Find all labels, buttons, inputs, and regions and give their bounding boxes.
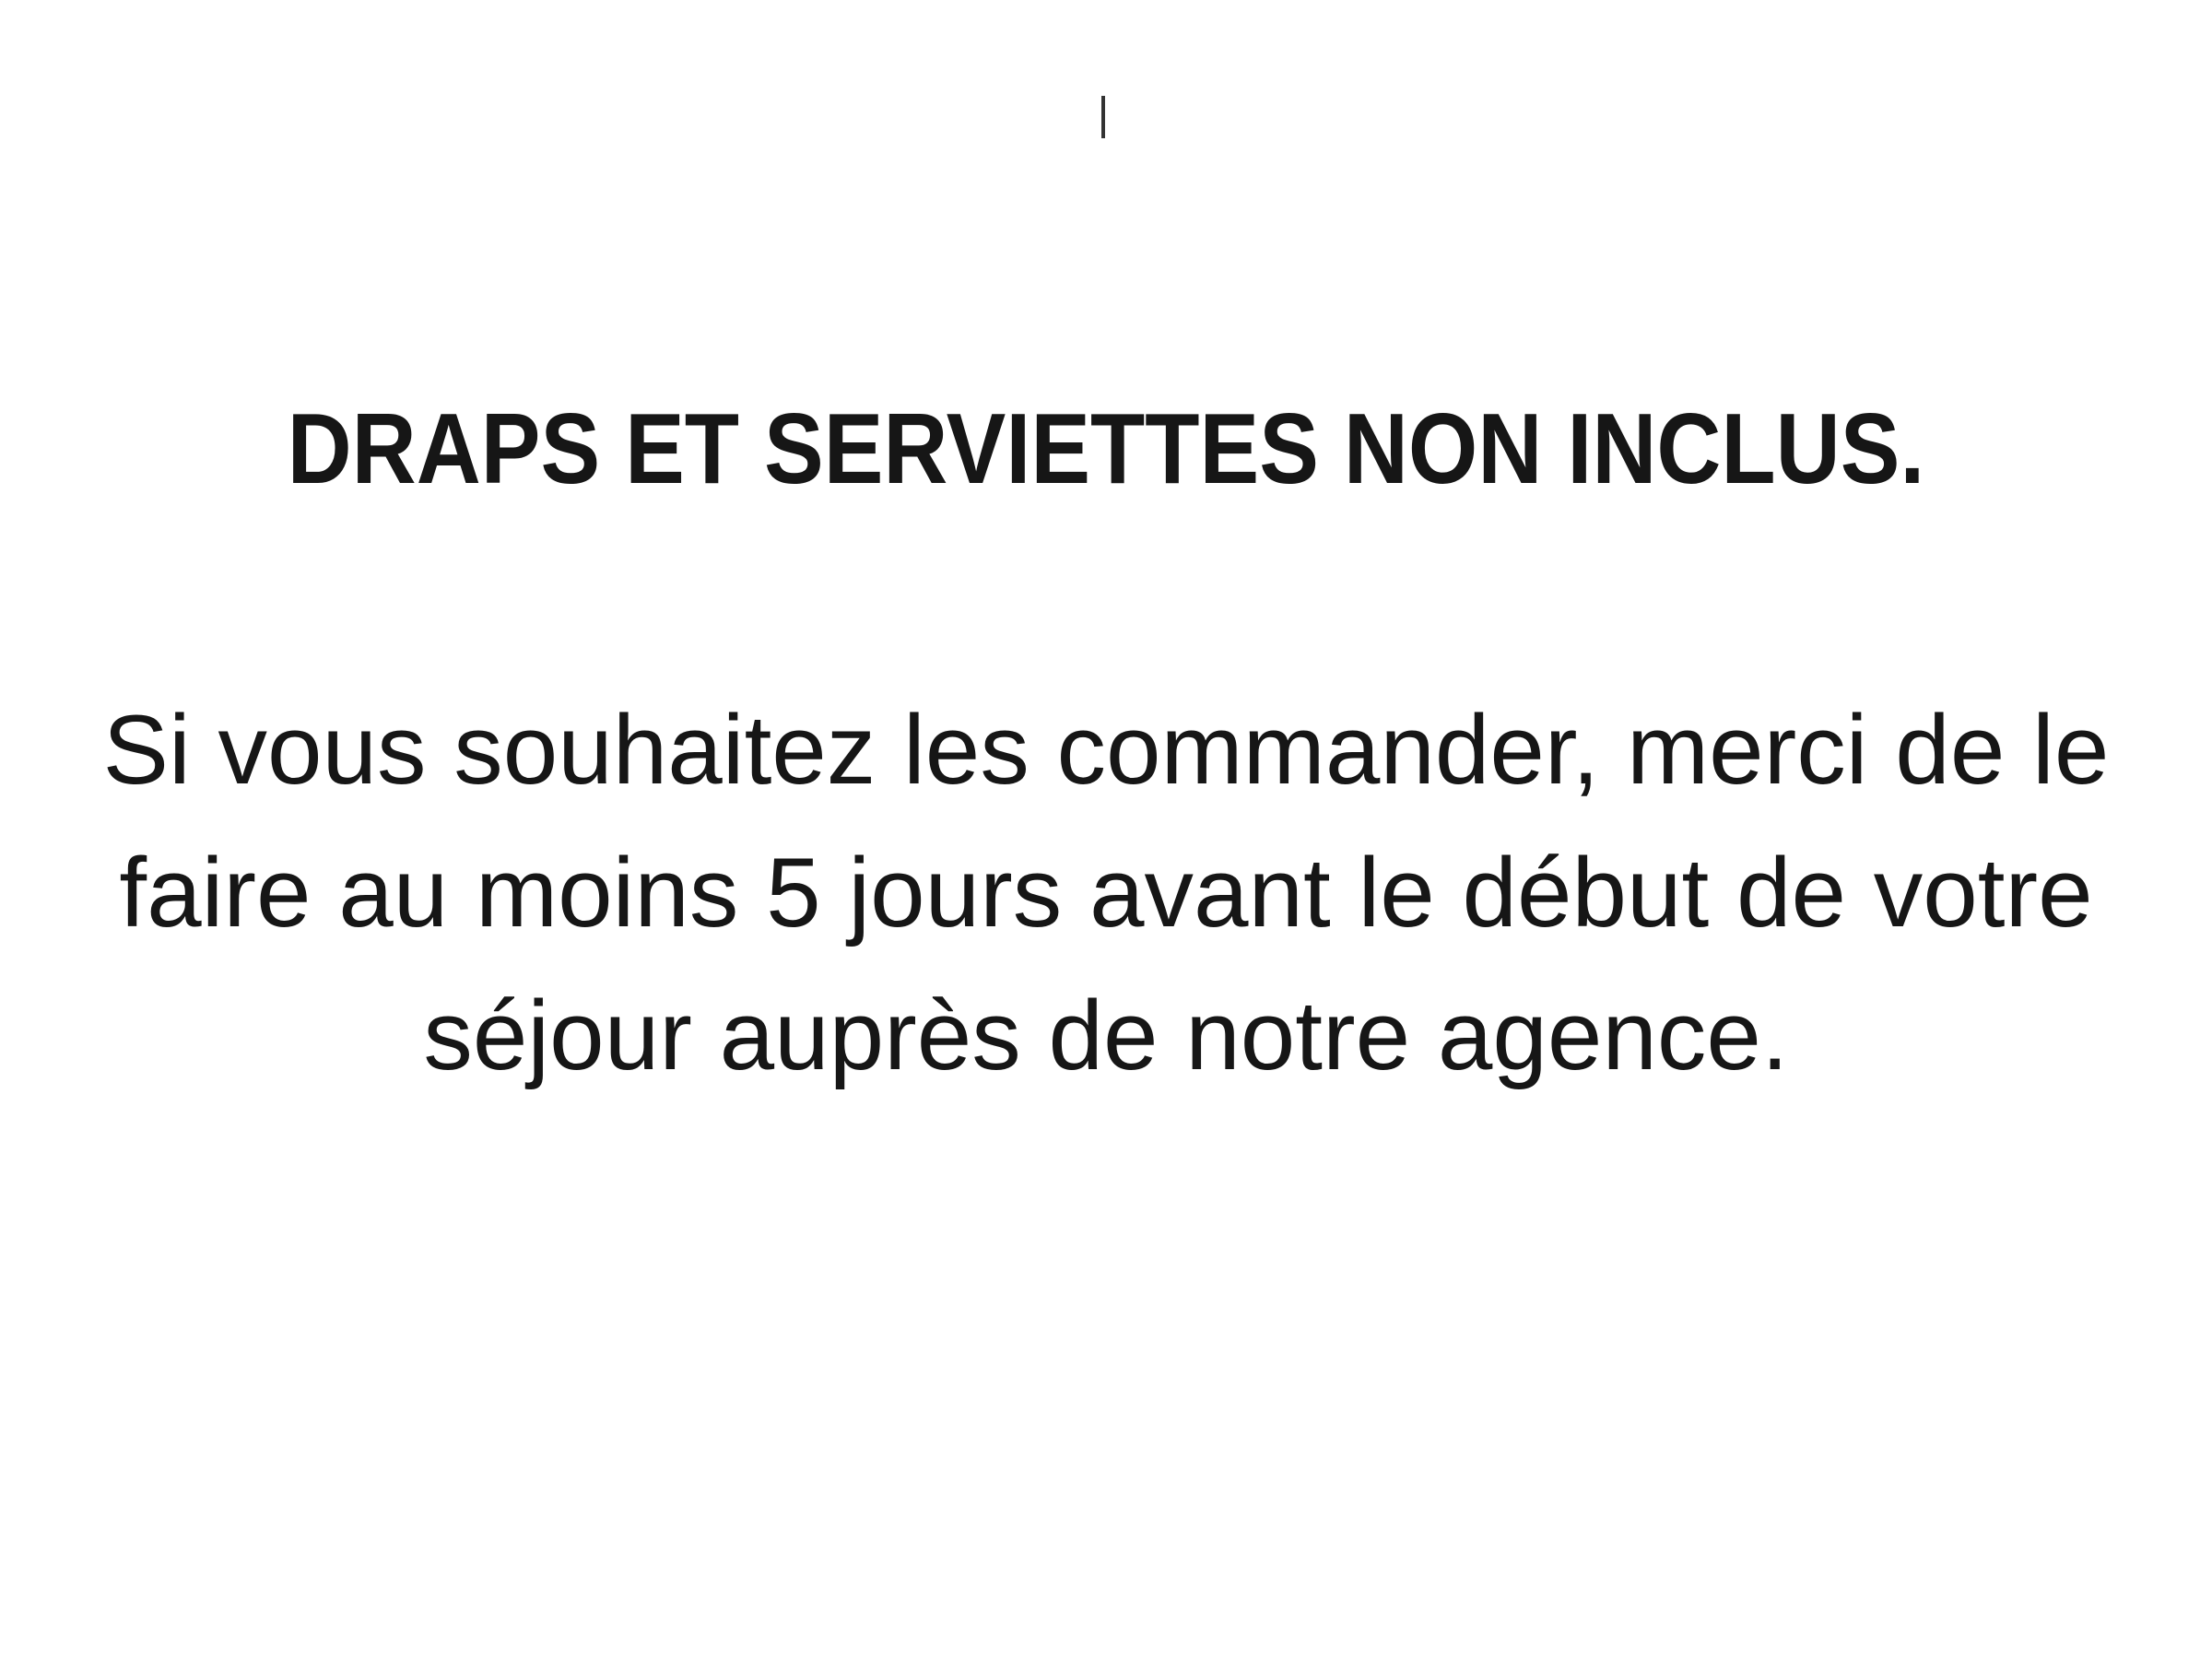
notice-heading: DRAPS ET SERVIETTES NON INCLUS. bbox=[287, 392, 1925, 505]
paragraph-line-3: séjour auprès de notre agence. bbox=[423, 980, 1789, 1090]
paragraph-line-2: faire au moins 5 jours avant le début de votre bbox=[119, 837, 2093, 947]
notice-paragraph bbox=[0, 678, 2212, 1107]
paragraph-line-1: Si vous souhaitez les commander, merci de le bbox=[102, 694, 2110, 805]
text-caret-icon bbox=[1101, 96, 1105, 138]
